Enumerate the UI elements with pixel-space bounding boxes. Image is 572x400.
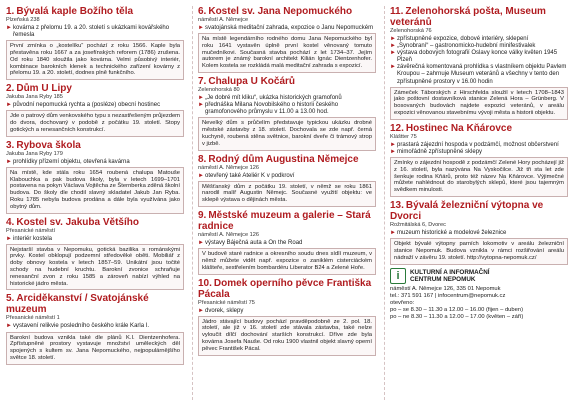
item-address: Přesanické náměstí — [6, 227, 56, 234]
item-activity: ► závěrečná komentovaná prohlídka s vlastníkem objektu Pavlem Kroupou – zahrnuje Museum veteránů a všechny v tento den zpřístupněné prostory v 16.00 hodin — [390, 64, 567, 85]
info-icon: i — [390, 268, 406, 284]
arrow-icon: ► — [6, 158, 12, 165]
arrow-icon: ► — [198, 307, 204, 314]
item-address: náměstí A. Němejce 126 — [198, 232, 259, 239]
item-activity: ► prohlídky přízemí objektu, otevřená kavárna — [6, 158, 130, 165]
item-title: 5. Arciděkanství / Svatojánské muzeum — [6, 293, 149, 316]
item-description: Zámeček Táborských z Hirschfelda sloužil v letech 1708–1843 jako poštovní dostavníková stanice Zelená Hora – Grünberg. V bosovaných budovách najdete expozici veteránů, v areálu expozici věnovanou stavebnímu vývoji města a historii objektu. — [390, 87, 568, 120]
item-description: Zmínky o zájezdní hospodě z podzámčí Zelené Hory pocházejí již z 16. století, byla nazývána Na Vyskočilce. Již tři sta let zde šenkuje rodina Kňárů, proto též název Na Kňárovce. Výjimečné můžete nahlédnout do starobylých sklepů, které jsou tajemným svědkem minulosti. — [390, 157, 568, 197]
item-activity: ► svatojánská meditační zahrada, expozice o Janu Nepomuckém — [198, 25, 374, 31]
item-address: Jakuba Jana Ryby 185 — [6, 94, 63, 101]
item-title: 4. Kostel sv. Jakuba Většího — [6, 216, 139, 228]
item-title: 11. Zelenohorská pošta, Museum veteránů — [390, 6, 546, 28]
item-title: 3. Rybova škola — [6, 139, 81, 151]
item-title: 7. Chalupa U Kočárů — [198, 76, 296, 88]
item-title: 12. Hostinec Na Kňárovce — [390, 122, 513, 134]
item-address: Rožmitálská 6, Dvorec — [390, 222, 446, 229]
info-centre-name: KULTURNÍ A INFORMAČNÍ CENTRUM NEPOMUK — [410, 268, 490, 283]
arrow-icon: ► — [390, 64, 396, 71]
arrow-icon: ► — [390, 141, 396, 148]
item-address: Přesanické náměstí 1 — [6, 315, 60, 322]
item-description: Nejstarší stavba v Nepomuku, gotická bazilika s románskými prvky. Kostel obklopují podzemní středověké oběti. Mobiliář z doby obnovy kostela v letech 1857–59. Unikátní jsou točité schody na hudební kruchtu. Barokní zvonice schraňuje renesanční zvon z roku 1585 a zároveň nabízí výhled na historické jádro města. — [6, 244, 184, 291]
info-centre-address: náměstí A. Němejce 126, 335 01 Nepomuk — [390, 285, 501, 292]
info-centre-contact: tel.: 371 591 167 | infocentrum@nepomuk.cz — [390, 292, 506, 299]
item-title: 10. Domek operního pěvce Františka Pácala — [198, 277, 372, 300]
item-4 — [6, 217, 184, 291]
item-description: Jde o patrový dům venkovského typu s nezastřešeným průjezdem do dvora, dochovaný v podobě z počátku 19. století. Stopy gotických a renesančních konstrukcí. — [6, 110, 184, 136]
arrow-icon: ► — [198, 172, 204, 179]
arrow-icon: ► — [390, 43, 396, 50]
item-title: 2. Dům U Lipy — [6, 83, 72, 95]
item-1 — [6, 6, 184, 80]
info-centre-hours-label: otevřeno: — [390, 299, 415, 306]
item-activity: ► výstava dobových fotografií Oslavy konce války květen 1945 Plzeň — [390, 50, 558, 64]
item-description: Na místě, kde stála roku 1654 roubená chalupa Matouše Klabouchka a pak budova školy, byla v letech 1699–1701 postavena na pokyn Václava Vojtěcha ze Šternberka zděná školní budova. Do školy dle chodil slavný skladatel Jakub Jan Ryba. Roku 1785 nebyla budova prodána a dále byla využívána jako obytný dům. — [6, 167, 184, 214]
item-activity: ► muzeum historické a modelové železnice — [390, 230, 507, 237]
website-link[interactable]: http://vytopna-nepomuk.cz/ — [466, 254, 537, 261]
info-centre-hours-winter: po – se 8.30 – 11.30 a 12.00 – 16.00 (fijen – duben) — [390, 306, 524, 313]
item-description: V budově staré radnice a okresního soudu dnes sídlí muzeum, v němž můžete vidět např. expozice o zaniklém cisterciáckém klášteře, sestřelením bombardéru Liberator B24 a Zelené Hoře. — [198, 248, 376, 274]
item-activity: ► interiér kostela — [6, 235, 53, 242]
item-address: Plzeňská 238 — [6, 17, 40, 23]
item-activity: ► přednáška Milana Novobilského o historii českého gramofonového průmyslu v 11.00 a 13.00 hod. — [198, 102, 339, 116]
item-title: 1. Bývalá kaple Božího těla — [6, 6, 134, 17]
item-activity: ► dvorek, sklepy — [198, 307, 244, 314]
arrow-icon: ► — [6, 235, 12, 242]
item-address: náměstí A. Němejce — [198, 17, 249, 23]
item-activity: ► vystavení relikvie posledního českého krále Karla I. — [6, 323, 150, 330]
item-title: 13. Bývalá železniční výtopna ve Dvorci — [390, 200, 544, 223]
item-activity: ► původní nepomucká rychta a (posléze) obecní hostinec — [6, 102, 161, 109]
item-title: 9. Městské muzeum a galerie – Stará radnice — [198, 210, 371, 233]
info-centre-header — [390, 268, 568, 284]
item-address: Zelenohorská 76 — [390, 28, 432, 34]
item-activity: ► zpřístupněné expozice, dobové interiéry, sklepení — [390, 36, 529, 42]
item-2 — [6, 83, 184, 136]
arrow-icon: ► — [390, 36, 396, 42]
item-description: Na místě legendárního rodného domu Jana Nepomuckého byl roku 1641 vystavěn úplně první kostel věnovaný tomuto mučedníkovi. Současná stavba pochází z let 1734–37. Jejím autorem je známý barokní architekt Kilián Ignác Dientzenhofer. Kolem kostela se rozkládá malá meditační zahrada s expozicí. — [198, 33, 376, 73]
item-activity: ► otevřený také Ateliér K v podkroví — [198, 172, 295, 179]
item-description: Měšťanský dům z počátku 19. století, v němž se roku 1861 narodil malíř Augustin Němejc. Současné využití objektu: ve sklepě výstava o dějinách města. — [198, 181, 376, 207]
column-2 — [192, 6, 376, 400]
info-centre-hours-summer: po – ne 8.30 – 11.30 a 12.00 – 17.00 (květen – září) — [390, 313, 524, 320]
item-7 — [198, 76, 376, 150]
item-13 — [390, 200, 568, 264]
item-activity: ► „Je dobré mít kliku“, ukázka historických gramofonů — [198, 95, 342, 102]
item-9 — [198, 210, 376, 274]
item-activity: ► mimořádně zpřístupněné sklepy — [390, 148, 483, 155]
item-description: Barokní budova vznikla také dle plánů K.I. Dientzenhofera. Zpřístupněné prostory vystavuje množství uměleckých děl spojených s kultem sv. Jana Nepomuckého, nejpopulárnějšího světce 18. století. — [6, 332, 184, 365]
arrow-icon: ► — [198, 25, 204, 31]
column-1 — [6, 6, 184, 400]
arrow-icon: ► — [390, 230, 396, 237]
item-title: 8. Rodný dům Augustina Němejce — [198, 153, 359, 165]
arrow-icon: ► — [198, 102, 204, 109]
item-6 — [198, 6, 376, 73]
arrow-icon: ► — [390, 148, 396, 155]
column-3 — [384, 6, 568, 400]
item-title: 6. Kostel sv. Jana Nepomuckého — [198, 6, 353, 17]
item-activity: ► prastará zájezdní hospoda v podzámčí, možnost občerstvení — [390, 141, 559, 148]
item-description: První zmínka o „kostelíku“ pochází z roku 1566. Kaple byla přestavěna roku 1667 a za josefínských reforem (1786) zrušena. Od roku 1840 sloužila jako kovárna. Velmi působivý interiér, kombinace barokních klenek a technického zařízení kovárny z přelomu 19. a 20. století, dodnes plně funkčního. — [6, 40, 184, 80]
arrow-icon: ► — [6, 25, 12, 31]
arrow-icon: ► — [390, 50, 396, 57]
arrow-icon: ► — [198, 95, 204, 102]
arrow-icon: ► — [198, 240, 204, 247]
item-address: náměstí A. Němejce 126 — [198, 164, 259, 171]
item-3 — [6, 140, 184, 214]
item-activity: ► kovárna z přelomu 19. a 20. století s ukázkami kovářského řemesla — [6, 25, 170, 39]
item-11 — [390, 6, 568, 120]
item-description: Jádro stávající budovy pochází pravděpodobně ze 2. pol. 18. století, ale již v 16. století zde stávala zástavba, také nelze vyloučit dílčí dochování starších konstrukcí. Dříve zde byla kovárna Josefa Nauše. Od roku 1900 vlastnil objekt slavný operní pěvec František Pácal. — [198, 316, 376, 356]
arrow-icon: ► — [6, 323, 12, 330]
item-address: Jakuba Jana Ryby 179 — [6, 150, 63, 157]
item-address: Přesanické náměstí 75 — [198, 299, 255, 306]
item-5 — [6, 293, 184, 364]
item-activity: ► výstavy Báječná auta a On the Road — [198, 240, 303, 247]
item-description: Nevelký dům s průčelím představuje typickou ukázku drobné městské zástavby z 18. století. Dochovala se zde např. černá kuchyně, roubená stěna světnice, barokní dveře či trámový strop v jizbě. — [198, 117, 376, 150]
item-address: Zelenohorská 80 — [198, 87, 240, 94]
item-description: Objekt bývalé výtopny parních lokomotiv v areálu železniční stanice Nepomuk. Budova vznikla v rámci rozšiřování areálu nádraží v závěru 19. století. http://vytopna-nepomuk.cz/ — [390, 238, 568, 264]
item-12 — [390, 123, 568, 197]
arrow-icon: ► — [6, 102, 12, 109]
item-address: Kláštter 75 — [390, 133, 417, 140]
item-activity: ► „Synobraní“ – gastronomicko-hudební minifestivalek — [390, 43, 536, 50]
item-8 — [198, 154, 376, 207]
item-10 — [198, 278, 376, 356]
